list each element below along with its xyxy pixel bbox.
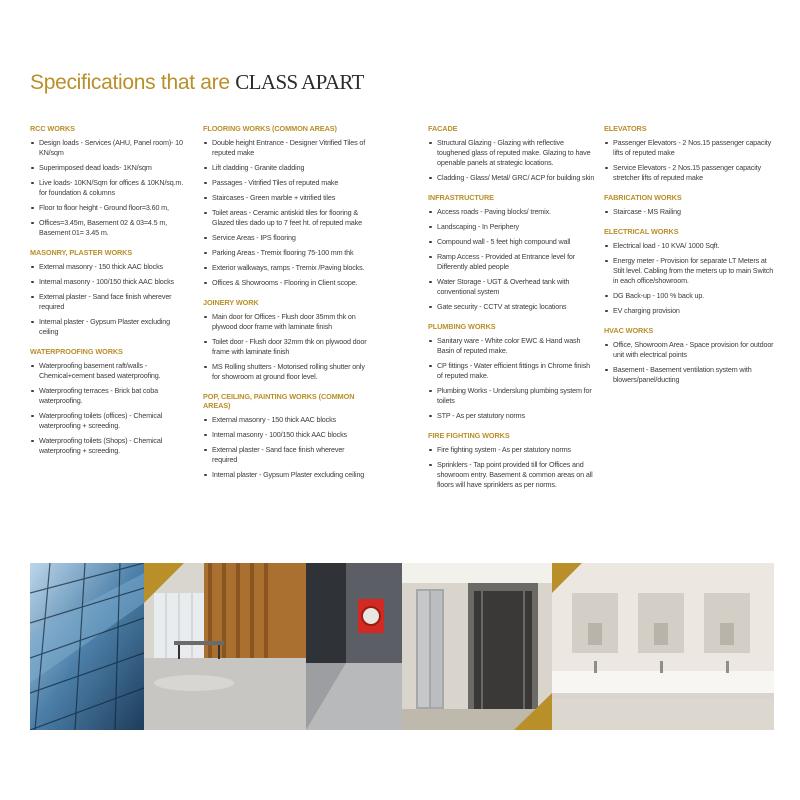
spec-item: Electrical load - 10 KVA/ 1000 Sqft. — [604, 241, 774, 251]
spec-list — [30, 262, 190, 337]
spec-list — [428, 138, 596, 183]
spec-section — [604, 326, 774, 385]
spec-item: MS Rolling shutters - Motorised rolling shutter only for showroom at ground floor level. — [203, 362, 371, 382]
section-title: JOINERY WORK — [203, 298, 259, 307]
spec-section — [604, 193, 774, 217]
spec-section — [604, 124, 774, 183]
photo-elevator-lobby — [402, 563, 552, 730]
spec-item: Internal plaster - Gypsum Plaster excluding ceiling — [30, 317, 190, 337]
spec-item: Sanitary ware - White color EWC & Hand wash Basin of reputed make. — [428, 336, 596, 356]
section-title: FABRICATION WORKS — [604, 193, 682, 202]
spec-item: Main door for Offices - Flush door 35mm thk on plywood door frame with laminate finish — [203, 312, 371, 332]
spec-item: External plaster - Sand face finish wherever required — [203, 445, 371, 465]
spec-item: Service Areas - IPS flooring — [203, 233, 371, 243]
spec-list — [604, 138, 774, 183]
spec-item: Internal masonry - 100/150 thick AAC blocks — [30, 277, 190, 287]
spec-item: Waterproofing basement raft/walls - Chemical+cement based waterproofing. — [30, 361, 190, 381]
spec-item: Access roads - Paving blocks/ tremix. — [428, 207, 596, 217]
spec-item: Office, Showroom Area - Space provision for outdoor unit with electrical points — [604, 340, 774, 360]
spec-item: Plumbing Works - Underslung plumbing system for toilets — [428, 386, 596, 406]
section-title: ELECTRICAL WORKS — [604, 227, 679, 236]
spec-item: Offices & Showrooms - Flooring in Client scope. — [203, 278, 371, 288]
spec-item: Exterior walkways, ramps - Tremix /Paving blocks. — [203, 263, 371, 273]
section-title: INFRASTRUCTURE — [428, 193, 494, 202]
spec-section — [428, 322, 596, 421]
title-main: Specifications that are — [30, 71, 236, 94]
spec-item: Passages - Vitrified Tiles of reputed make — [203, 178, 371, 188]
section-title: FLOORING WORKS (COMMON AREAS) — [203, 124, 337, 133]
spec-item: Waterproofing terraces - Brick bat coba waterproofing. — [30, 386, 190, 406]
spec-section — [30, 124, 190, 238]
page-title — [30, 70, 364, 100]
spec-item: Fire fighting system - As per statutory norms — [428, 445, 596, 455]
spec-item: Live loads- 10KN/Sqm for offices & 10KN/sq.m. for foundation & columns — [30, 178, 190, 198]
section-title: RCC WORKS — [30, 124, 75, 133]
spec-list — [203, 312, 371, 382]
spec-item: Staircase - MS Railing — [604, 207, 774, 217]
spec-list — [30, 138, 190, 238]
spec-item: CP fittings - Water efficient fittings in Chrome finish of reputed make. — [428, 361, 596, 381]
spec-item: Staircases - Green marble + vitrified tiles — [203, 193, 371, 203]
spec-item: DG Back-up - 100 % back up. — [604, 291, 774, 301]
spec-item: Internal plaster - Gypsum Plaster excluding ceiling — [203, 470, 371, 480]
spec-column-3 — [428, 124, 596, 500]
section-title: PLUMBING WORKS — [428, 322, 496, 331]
section-title: POP, CEILING, PAINTING WORKS (COMMON AREAS) — [203, 392, 355, 410]
spec-list — [604, 340, 774, 385]
spec-list — [428, 336, 596, 421]
spec-section — [428, 431, 596, 490]
spec-section — [30, 347, 190, 456]
section-title: FACADE — [428, 124, 458, 133]
spec-section — [604, 227, 774, 316]
spec-item: Waterproofing toilets (Shops) - Chemical waterproofing + screeding. — [30, 436, 190, 456]
spec-section — [30, 248, 190, 337]
spec-item: Floor to floor height - Ground floor=3.60 m, — [30, 203, 190, 213]
spec-list — [428, 445, 596, 490]
spec-section — [203, 392, 371, 480]
photo-strip — [30, 563, 774, 730]
spec-column-4 — [604, 124, 774, 395]
photo-glass-facade — [30, 563, 144, 730]
spec-item: Waterproofing toilets (offices) - Chemical waterproofing + screeding. — [30, 411, 190, 431]
spec-item: Lift cladding - Granite cladding — [203, 163, 371, 173]
spec-item: Design loads - Services (AHU, Panel room)- 10 KN/sqm — [30, 138, 190, 158]
spec-item: Internal masonry - 100/150 thick AAC blocks — [203, 430, 371, 440]
spec-list — [203, 138, 371, 288]
spec-item: Passenger Elevators - 2 Nos.15 passenger capacity lifts of reputed make — [604, 138, 774, 158]
spec-item: Landscaping - In Periphery — [428, 222, 596, 232]
photo-office-lobby — [144, 563, 306, 730]
section-title: MASONRY, PLASTER WORKS — [30, 248, 133, 257]
spec-list — [604, 241, 774, 316]
spec-column-1 — [30, 124, 190, 466]
spec-item: External masonry - 150 thick AAC blocks — [30, 262, 190, 272]
section-title: HVAC WORKS — [604, 326, 654, 335]
spec-column-2 — [203, 124, 371, 490]
spec-item: Double height Entrance - Designer Vitrified Tiles of reputed make — [203, 138, 371, 158]
spec-item: Parking Areas - Tremix flooring 75-100 mm thk — [203, 248, 371, 258]
section-title: WATERPROOFING WORKS — [30, 347, 123, 356]
section-title: ELEVATORS — [604, 124, 647, 133]
spec-section — [428, 124, 596, 183]
photo-corridor-fire-hose — [306, 563, 402, 730]
spec-item: Water Storage - UGT & Overhead tank with conventional system — [428, 277, 596, 297]
title-brand: CLASS APART — [235, 70, 364, 94]
spec-item: Cladding - Glass/ Metal/ GRC/ ACP for building skin — [428, 173, 596, 183]
spec-item: STP - As per statutory norms — [428, 411, 596, 421]
spec-section — [203, 298, 371, 382]
spec-item: Toilet areas - Ceramic antiskid tiles for flooring & Glazed tiles dado up to 7 feet ht. of reputed make — [203, 208, 371, 228]
spec-list — [30, 361, 190, 456]
spec-item: Energy meter - Provision for separate LT Meters at Stilt level. Cabling from the meters up to main Switch in each office/showroom. — [604, 256, 774, 286]
photo-washroom — [552, 563, 774, 730]
spec-section — [203, 124, 371, 288]
spec-item: Gate security - CCTV at strategic locations — [428, 302, 596, 312]
spec-list — [428, 207, 596, 312]
spec-section — [428, 193, 596, 312]
spec-item: External masonry - 150 thick AAC blocks — [203, 415, 371, 425]
spec-item: External plaster - Sand face finish wherever required — [30, 292, 190, 312]
spec-item: Structural Glazing - Glazing with reflective toughened glass of reputed make. Glazing to have openable panels at strategic locations. — [428, 138, 596, 168]
section-title: FIRE FIGHTING WORKS — [428, 431, 510, 440]
spec-item: Compound wall - 5 feet high compound wall — [428, 237, 596, 247]
spec-list — [203, 415, 371, 480]
spec-item: Ramp Access - Provided at Entrance level for Differently abled people — [428, 252, 596, 272]
spec-list — [604, 207, 774, 217]
spec-item: EV charging provision — [604, 306, 774, 316]
spec-item: Offices=3.45m, Basement 02 & 03=4.5 m, Basement 01= 3.45 m. — [30, 218, 190, 238]
spec-item: Basement - Basement ventilation system with blowers/panel/ducting — [604, 365, 774, 385]
spec-item: Toilet door - Flush door 32mm thk on plywood door frame with laminate finish — [203, 337, 371, 357]
spec-item: Service Elevators - 2 Nos.15 passenger capacity stretcher lifts of reputed make — [604, 163, 774, 183]
spec-item: Sprinklers - Tap point provided till for Offices and showroom entry. Basement & common areas on all floors will have sprinklers as per norms. — [428, 460, 596, 490]
spec-item: Superimposed dead loads- 1KN/sqm — [30, 163, 190, 173]
